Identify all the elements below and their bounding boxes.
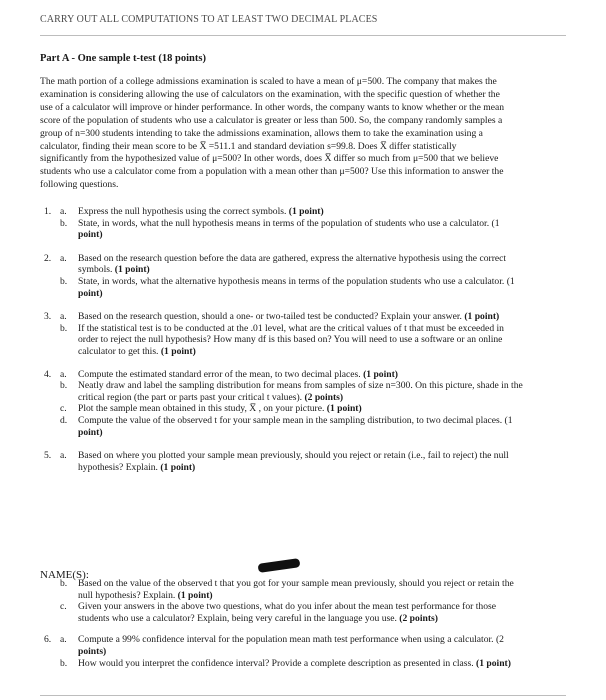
paragraph-line: The math portion of a college admissions examination is scaled to have a mean of μ=500. The company that makes the (40, 76, 497, 87)
item-text-line: Compute the estimated standard error of the mean, to two decimal places. (1 point) (78, 368, 398, 380)
item-text-line: critical region (the part or parts past your critical t values). (2 points) (78, 391, 344, 403)
question-list-page2 (40, 578, 570, 677)
paragraph-line: students who use a calculator come from a population with a mean other than μ=500? Use this information to answer the (40, 166, 504, 178)
question-number: 3. (44, 311, 52, 323)
item-text-line: Given your answers in the above two questions, what do you infer about the mean test performance for those (78, 601, 497, 613)
item-text-line: null hypothesis? Explain. (1 point) (78, 589, 213, 601)
item-text-line: If the statistical test is to be conducted at the .01 level, what are the critical values of t that must be exceeded in (78, 322, 504, 334)
item-letter: a. (60, 368, 67, 380)
question-block (40, 450, 570, 473)
item-letter: d. (60, 414, 68, 426)
item-text-line: points) (78, 645, 107, 657)
redaction-mark (258, 558, 301, 573)
item-text-line: State, in words, what the null hypothesis means in terms of the population of students who use a calculator. (1 (78, 217, 500, 229)
question-item (40, 323, 570, 358)
question-item (40, 206, 570, 218)
item-letter: b. (60, 275, 68, 287)
item-letter: a. (60, 311, 67, 323)
item-text-line: calculator to get this. (1 point) (78, 345, 196, 357)
question-block (40, 253, 570, 299)
item-letter: a. (60, 252, 67, 264)
question-number: 5. (44, 450, 52, 462)
item-text-line: How would you interpret the confidence interval? Provide a complete description as presented in class. (1 point) (78, 657, 511, 669)
paragraph-line: score of the population of students who use a calculator is greater or less than 500. So, the company randomly samples a (40, 114, 503, 126)
question-item (40, 369, 570, 381)
item-text-line: Compute a 99% confidence interval for the population mean math test performance when using a calculator. (2 (78, 634, 504, 646)
item-letter: c. (60, 403, 67, 415)
item-text-line: Based on the research question before the data are gathered, express the alternative hypothesis using the correct (78, 252, 507, 264)
item-text-line: hypothesis? Explain. (1 point) (78, 461, 196, 473)
question-number: 4. (44, 368, 52, 380)
item-text-line: Express the null hypothesis using the correct symbols. (1 point) (78, 206, 324, 217)
question-item (40, 218, 570, 241)
paragraph-line: examination is considering allowing the use of calculators on the examination, with the specific question of whether the (40, 88, 500, 100)
question-block (40, 634, 570, 669)
item-text-line: State, in words, what the alternative hypothesis means in terms of the population students who use a calculator. (1 (78, 275, 515, 287)
paragraph-line: significantly from the hypothesized value of μ=500? In other words, does X̅ differ so much from μ=500 that we believe (40, 153, 499, 165)
item-letter: b. (60, 217, 68, 229)
item-letter: a. (60, 450, 67, 462)
question-item (40, 450, 570, 473)
paragraph-line: calculator, finding their mean score to be X̅ =511.1 and standard deviation s=99.8. Does X̅ differ statistically (40, 140, 457, 152)
question-list (40, 206, 570, 481)
page-break (0, 528, 606, 558)
item-text-line: Compute the value of the observed t for your sample mean in the sampling distribution, to two decimal places. (1 (78, 414, 513, 426)
footer-rule (40, 695, 566, 696)
item-letter: b. (60, 578, 68, 589)
item-text-line: Based on the research question, should a one- or two-tailed test be conducted? Explain your answer. (1 point) (78, 311, 500, 323)
question-item (40, 276, 570, 299)
question-item (40, 601, 570, 624)
paragraph-line: following questions. (40, 179, 119, 191)
question-block (40, 369, 570, 439)
page-header: CARRY OUT ALL COMPUTATIONS TO AT LEAST TWO DECIMAL PLACES (40, 14, 378, 25)
item-text-line: Plot the sample mean obtained in this study, X̅ , on your picture. (1 point) (78, 403, 362, 415)
question-item (40, 658, 570, 670)
question-number: 1. (44, 206, 52, 217)
question-item (40, 253, 570, 276)
item-text-line: students who use a calculator? Explain, being very careful in the language you use. (2 points) (78, 612, 438, 624)
question-number: 6. (44, 634, 52, 646)
paragraph-line: group of n=300 students intending to take the admissions examination, allows them to take the examination using a (40, 127, 483, 139)
item-letter: a. (60, 206, 67, 217)
paragraph-line: use of a calculator will improve or hinder performance. In other words, the company wants to know whether or the mean (40, 101, 505, 113)
item-letter: b. (60, 322, 68, 334)
item-letter: c. (60, 601, 67, 613)
question-number: 2. (44, 252, 52, 264)
problem-paragraph (40, 76, 562, 192)
question-item (40, 311, 570, 323)
item-text-line: order to reject the null hypothesis? How many df is this based on? You will need to use a software or an online (78, 334, 503, 346)
item-letter: a. (60, 634, 67, 646)
part-a-title: Part A - One sample t-test (18 points) (40, 53, 206, 64)
name-label: NAME(S): (40, 569, 89, 581)
header-rule (40, 35, 566, 36)
item-text-line: point) (78, 229, 103, 241)
question-item (40, 634, 570, 657)
question-item (40, 578, 570, 601)
question-block (40, 578, 570, 624)
question-block (40, 311, 570, 357)
item-letter: b. (60, 657, 68, 669)
question-item (40, 403, 570, 415)
item-text-line: point) (78, 426, 103, 438)
question-item (40, 415, 570, 438)
question-block (40, 206, 570, 241)
item-text-line: Neatly draw and label the sampling distribution for means from samples of size n=300. On this picture, shade in the (78, 380, 523, 392)
item-text-line: point) (78, 287, 103, 299)
item-text-line: symbols. (1 point) (78, 264, 150, 276)
item-text-line: Based on where you plotted your sample mean previously, should you reject or retain (i.e., fail to reject) the null (78, 450, 509, 462)
item-letter: b. (60, 380, 68, 392)
question-item (40, 380, 570, 403)
item-text-line: Based on the value of the observed t that you got for your sample mean previously, should you reject or retain the (78, 578, 514, 589)
